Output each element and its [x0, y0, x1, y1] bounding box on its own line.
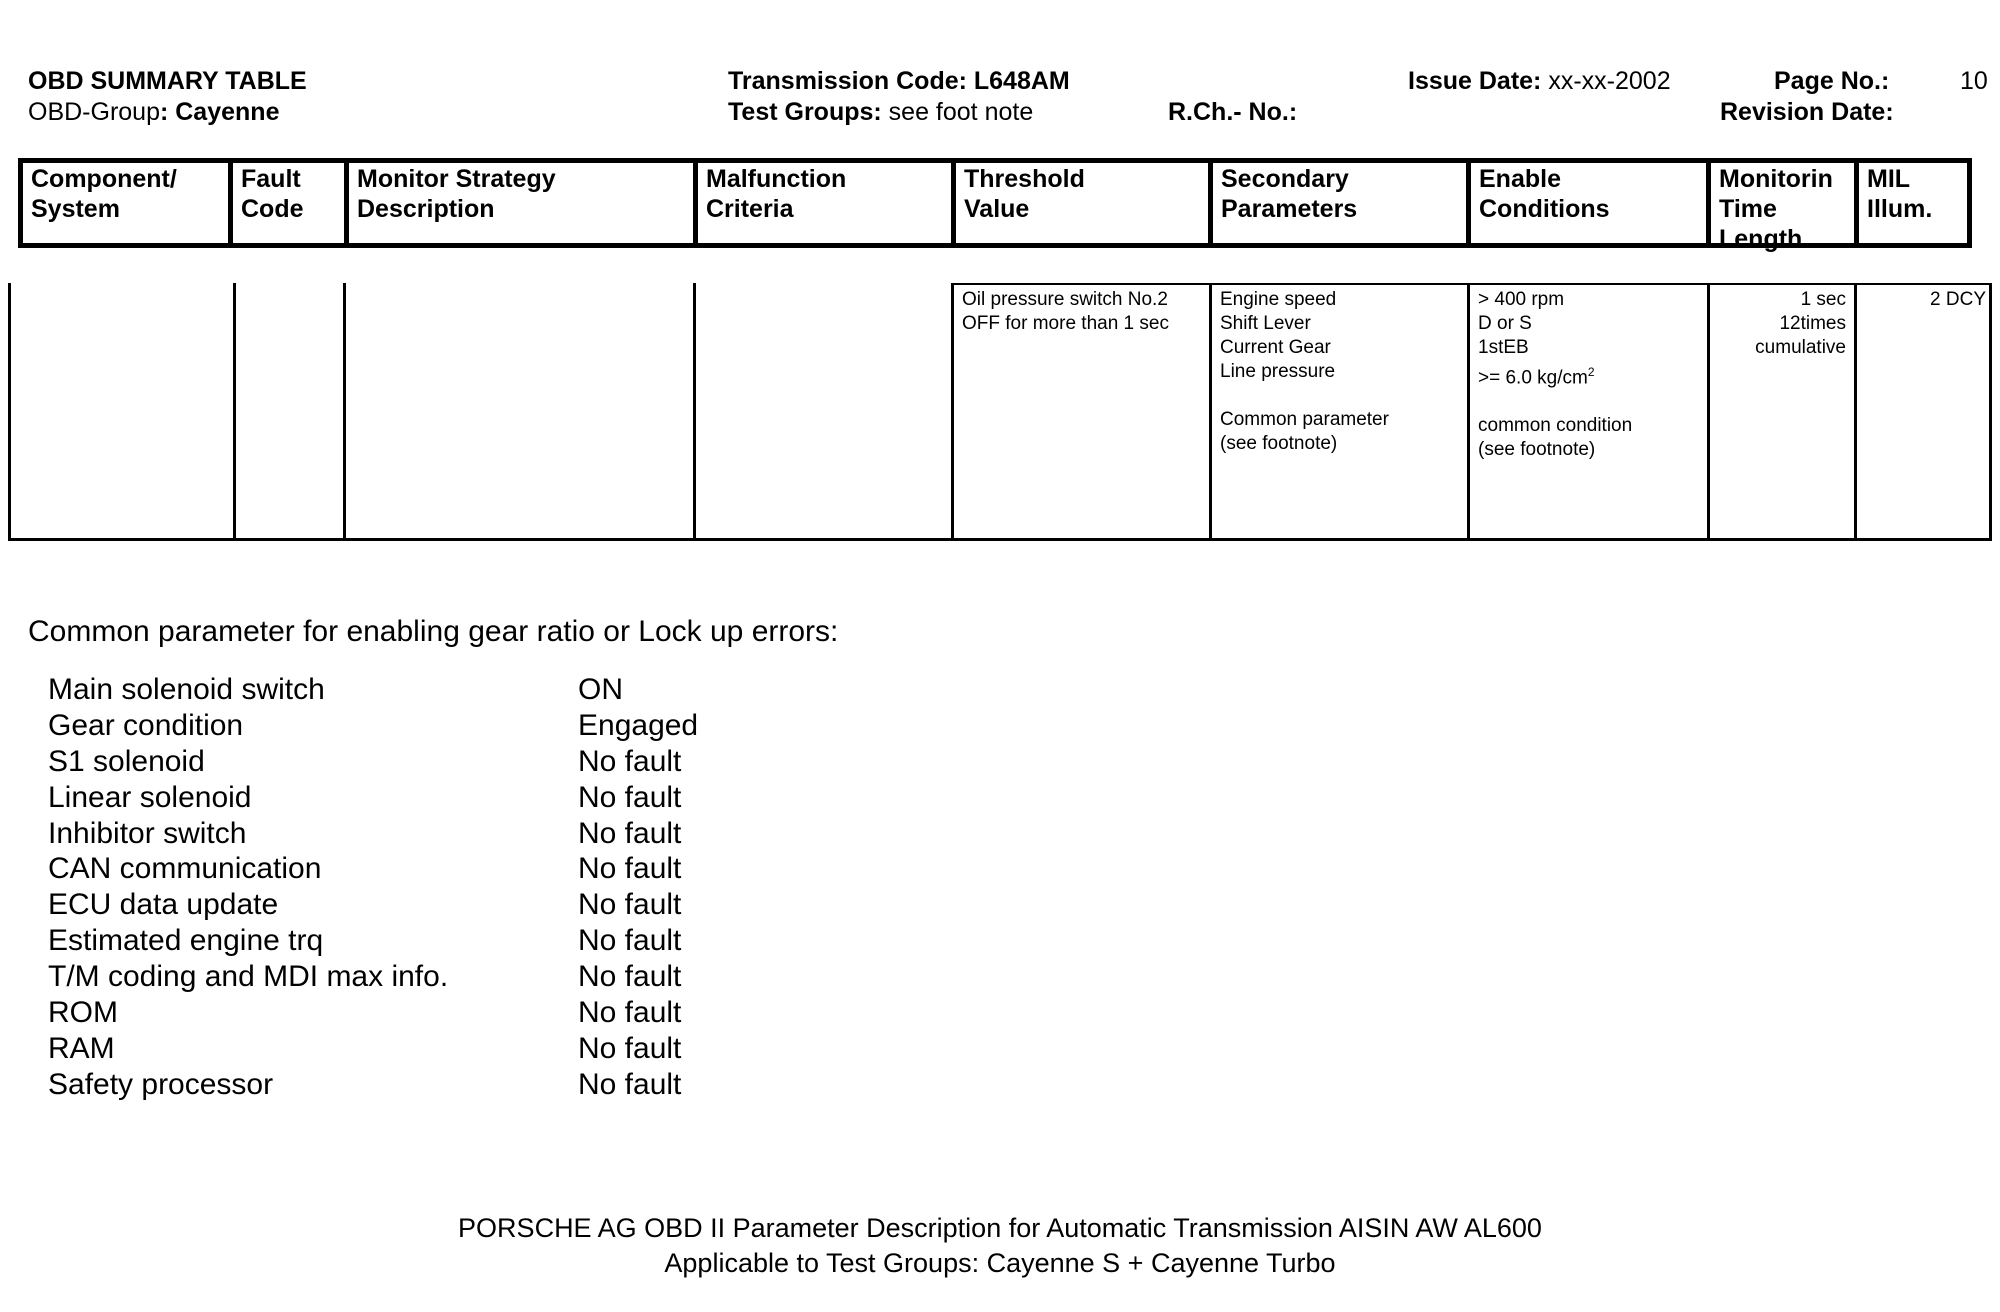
column-header-malfunction-criteria: Malfunction Criteria: [693, 163, 951, 243]
enable-conditions-lines: > 400 rpm D or S 1stEB: [1478, 289, 1565, 358]
param-value: No fault: [578, 924, 682, 957]
column-header-enable-conditions: Enable Conditions: [1466, 163, 1706, 243]
cell-threshold-value: Oil pressure switch No.2 OFF for more than 1 sec: [951, 283, 1209, 538]
table-row: [8, 283, 1992, 541]
footer-line-2: Applicable to Test Groups: Cayenne S + Cayenne Turbo: [664, 1248, 1336, 1278]
page-no-value: 10: [1960, 67, 1988, 95]
issue-date: [1408, 66, 1671, 96]
test-groups-label: Test Groups:: [728, 98, 882, 126]
test-groups: [728, 97, 1033, 127]
param-value: No fault: [578, 781, 682, 814]
issue-date-value: xx-xx-2002: [1541, 67, 1671, 95]
column-header-component: Component/ System: [31, 165, 177, 223]
param-value: No fault: [578, 996, 682, 1029]
cell-malfunction-criteria: [693, 283, 951, 538]
param-name: Safety processor: [48, 1068, 274, 1101]
column-header-secondary-parameters: Secondary Parameters: [1208, 163, 1466, 243]
column-header-mil-illum: MIL Illum.: [1854, 163, 1967, 243]
cell-enable-conditions: [1467, 283, 1707, 538]
param-value: ON: [578, 673, 623, 706]
param-name: Gear condition: [48, 709, 244, 742]
revision-date: Revision Date:: [1720, 98, 1894, 126]
param-name: CAN communication: [48, 852, 322, 885]
param-value: No fault: [578, 817, 682, 850]
rch-no: R.Ch.- No.:: [1168, 98, 1298, 126]
document-title: OBD SUMMARY TABLE: [28, 67, 307, 95]
cell-fault-code: [233, 283, 343, 538]
param-value: No fault: [578, 745, 682, 778]
cell-component: [11, 283, 233, 538]
param-name: S1 solenoid: [48, 745, 205, 778]
column-header-threshold-value: Threshold Value: [951, 163, 1208, 243]
param-name: T/M coding and MDI max info.: [48, 960, 449, 993]
obd-group-label: OBD-Group: [28, 98, 160, 126]
column-header-fault-code: Fault Code: [228, 163, 344, 243]
page-no-label: Page No.:: [1774, 67, 1890, 95]
column-header-row: [18, 158, 1972, 253]
common-parameters-title: Common parameter for enabling gear ratio or Lock up errors:: [28, 615, 839, 648]
obd-group-value: : Cayenne: [159, 98, 280, 126]
param-name: ROM: [48, 996, 118, 1029]
issue-date-label: Issue Date:: [1408, 67, 1542, 95]
param-name: Linear solenoid: [48, 781, 252, 814]
param-name: ECU data update: [48, 888, 279, 921]
common-condition: common condition (see footnote): [1478, 415, 1633, 461]
param-value: No fault: [578, 960, 682, 993]
param-name: Inhibitor switch: [48, 817, 247, 850]
param-value: No fault: [578, 1068, 682, 1101]
cell-monitoring-time: 1 sec 12times cumulative: [1707, 283, 1854, 538]
cell-monitor-strategy: [343, 283, 693, 538]
param-name: RAM: [48, 1032, 115, 1065]
test-groups-value: see foot note: [881, 98, 1034, 126]
column-header-monitoring-time: Monitorin Time Length: [1706, 163, 1854, 243]
line-pressure-condition: >= 6.0 kg/cm: [1478, 367, 1588, 389]
cell-mil-illum: 2 DCY: [1854, 283, 1992, 538]
column-header-monitor-strategy: Monitor Strategy Description: [344, 163, 693, 243]
param-name: Estimated engine trq: [48, 924, 324, 957]
param-value: No fault: [578, 888, 682, 921]
footer-line-1: PORSCHE AG OBD II Parameter Description for Automatic Transmission AISIN AW AL600: [458, 1213, 1542, 1243]
superscript-2: 2: [1587, 365, 1595, 379]
param-value: No fault: [578, 1032, 682, 1065]
transmission-code: Transmission Code: L648AM: [728, 67, 1070, 95]
param-value: No fault: [578, 852, 682, 885]
obd-group: [28, 97, 279, 127]
param-name: Main solenoid switch: [48, 673, 325, 706]
param-value: Engaged: [578, 709, 699, 742]
cell-secondary-parameters: Engine speed Shift Lever Current Gear Line pressure Common parameter (see footnote): [1209, 283, 1467, 538]
